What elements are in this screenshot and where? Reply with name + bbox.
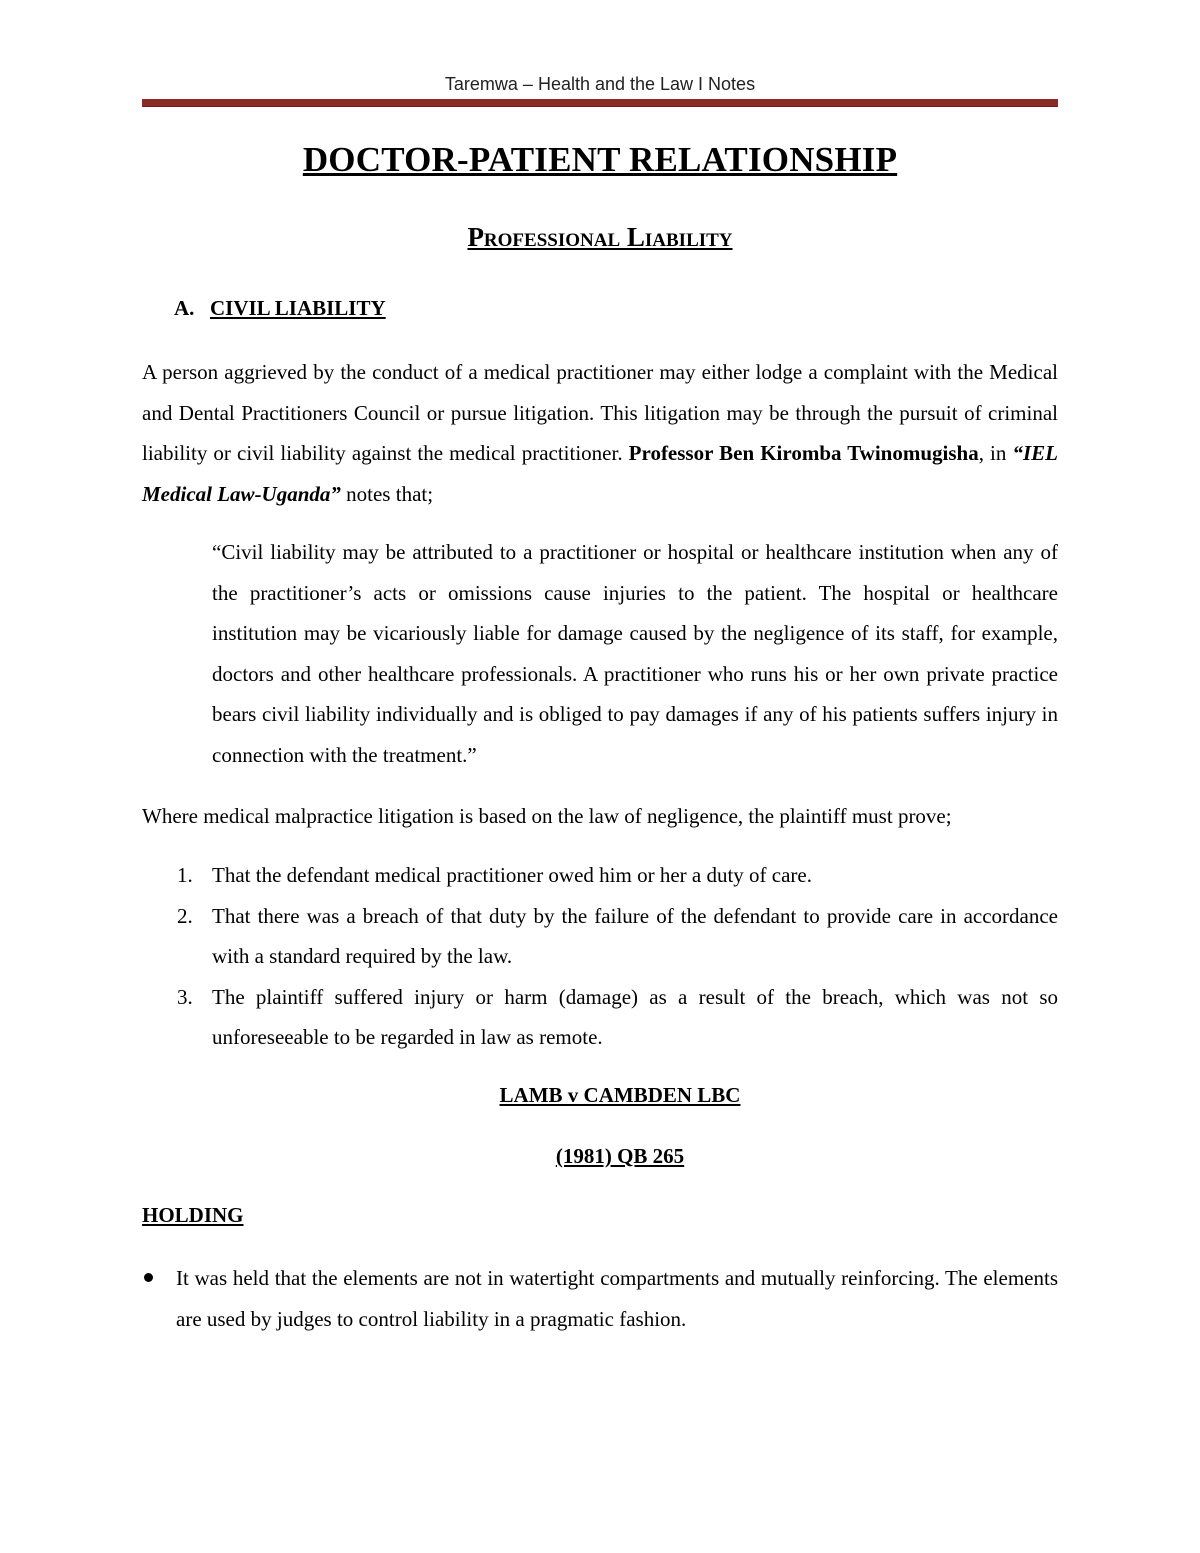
section-subtitle: Professional Liability — [467, 222, 733, 252]
list-item — [142, 896, 1058, 977]
work-title: “IEL Medical Law-Uganda” — [142, 441, 1058, 506]
case-citation: (1981) QB 265 — [555, 1144, 685, 1168]
list-item — [142, 977, 1058, 1058]
bullet-icon — [144, 1273, 153, 1282]
case-name: LAMB v CAMBDEN LBC — [499, 1083, 741, 1107]
list-item-text: That the defendant medical practitioner owed him or her a duty of care. — [212, 863, 812, 887]
list-number: 1. — [177, 863, 193, 887]
block-quote: “Civil liability may be attributed to a practitioner or hospital or healthcare institution when any of the practitioner’s acts or omissions cause injuries to the patient. The hospital or healthcare institution may be vicariously liable for damage caused by the negligence of its staff, for example, doctors and other healthcare professionals. A practitioner who runs his or her own private practice bears civil liability individually and is obliged to pay damages if any of his patients suffers injury in connection with the treatment.” — [212, 540, 1058, 767]
list-number: 2. — [177, 903, 193, 928]
intro-paragraph — [142, 352, 1058, 514]
negligence-intro: Where medical malpractice litigation is based on the law of negligence, the plaintiff must prove; — [142, 804, 952, 828]
section-heading-civil-liability — [174, 296, 386, 321]
intro-text-1: A person aggrieved by the conduct of a medical practitioner may either lodge a complaint with the Medical and Dental Practitioners Council or pursue litigation. This litigation may be through the pursuit of criminal liability or civil liability against the medical practitioner. — [142, 360, 1058, 465]
intro-text-2: , in — [978, 441, 1013, 465]
list-item-text: The plaintiff suffered injury or harm (damage) as a result of the breach, which was not so unforeseeable to be regarded in law as remote. — [212, 984, 1058, 1049]
holding-heading: HOLDING — [142, 1203, 244, 1227]
author-name: Professor Ben Kiromba Twinomugisha — [628, 441, 979, 465]
holding-list — [142, 1258, 1058, 1339]
section-label: CIVIL LIABILITY — [210, 296, 386, 320]
list-item-text: That there was a breach of that duty by the failure of the defendant to provide care in accordance with a standard required by the law. — [212, 903, 1058, 968]
elements-list — [142, 855, 1058, 1058]
holding-text: It was held that the elements are not in watertight compartments and mutually reinforcing. The elements are used by judges to control liability in a pragmatic fashion. — [176, 1266, 1058, 1331]
section-letter: A. — [174, 296, 195, 320]
page-title: DOCTOR-PATIENT RELATIONSHIP — [302, 140, 898, 179]
running-header: Taremwa – Health and the Law I Notes — [444, 74, 756, 94]
list-item — [142, 1258, 1058, 1339]
intro-text-3: notes that; — [340, 481, 434, 506]
list-number: 3. — [177, 984, 193, 1009]
header-rule — [142, 99, 1058, 107]
list-item — [142, 855, 1058, 896]
